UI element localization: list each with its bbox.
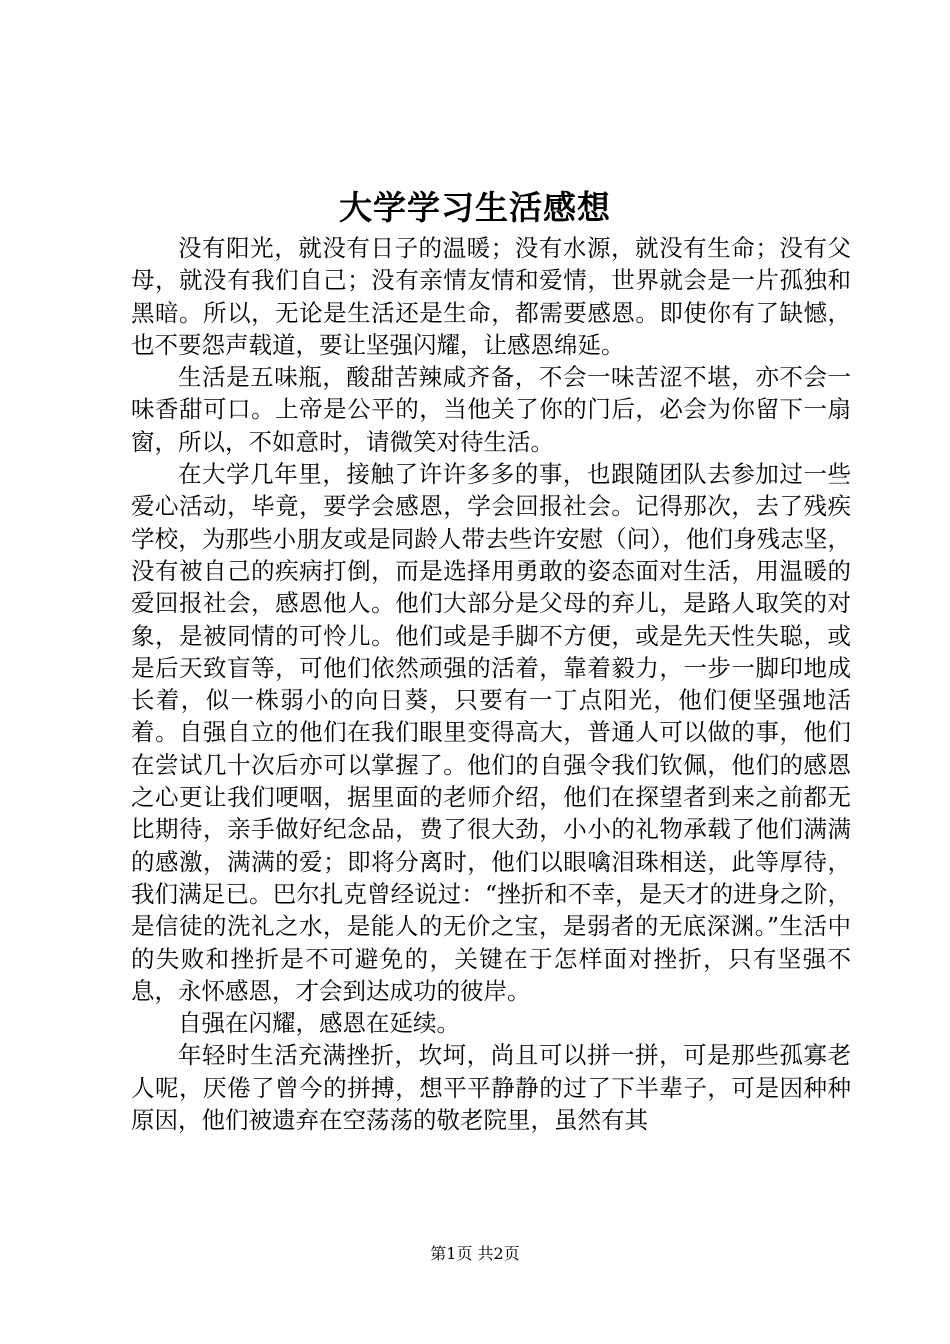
paragraph: 年轻时生活充满挫折，坎坷，尚且可以拼一拼，可是那些孤寡老人呢，厌倦了曾今的拼搏，想平平静静的过了下半辈子，可是因种种原因，他们被遗弃在空荡荡的敬老院里，虽然有其 bbox=[131, 1041, 851, 1135]
document-body bbox=[131, 232, 851, 1136]
paragraph: 生活是五味瓶，酸甜苦辣咸齐备，不会一味苦涩不堪，亦不会一味香甜可口。上帝是公平的，当他关了你的门后，必会为你留下一扇窗，所以，不如意时，请微笑对待生活。 bbox=[131, 363, 851, 456]
paragraph: 在大学几年里，接触了许许多多的事，也跟随团队去参加过一些爱心活动，毕竟，要学会感恩，学会回报社会。记得那次，去了残疾学校，为那些小朋友或是同龄人带去些许安慰（问），他们身残志坚，没有被自己的疾病打倒，而是选择用勇敢的姿态面对生活，用温暖的爱回报社会，感恩他人。他们大部分是父母的弃儿，是路人取笑的对象，是被同情的可怜儿。他们或是手脚不方便，或是先天性失聪，或是后天致盲等，可他们依然顽强的活着，靠着毅力，一步一脚印地成长着，似一株弱小的向日葵，只要有一丁点阳光，他们便坚强地活着。自强自立的他们在我们眼里变得高大，普通人可以做的事，他们在尝试几十次后亦可以掌握了。他们的自强令我们钦佩，他们的感恩之心更让我们哽咽，据里面的老师介绍，他们在探望者到来之前都无比期待，亲手做好纪念品，费了很大劲，小小的礼物承载了他们满满的感激，满满的爱；即将分离时，他们以眼噙泪珠相送，此等厚待，我们满足已。巴尔扎克曾经说过：“挫折和不幸，是天才的进身之阶，是信徒的洗礼之水，是能人的无价之宝，是弱者的无底深渊。”生活中的失败和挫折是不可避免的，关键在于怎样面对挫折，只有坚强不息，永怀感恩，才会到达成功的彼岸。 bbox=[131, 460, 851, 1005]
paragraph: 自强在闪耀，感恩在延续。 bbox=[178, 1009, 460, 1038]
paragraph: 没有阳光，就没有日子的温暖；没有水源，就没有生命；没有父母，就没有我们自己；没有亲情友情和爱情，世界就会是一片孤独和黑暗。所以，无论是生活还是生命，都需要感恩。即使你有了缺憾，也不要怨声载道，要让坚强闪耀，让感恩绵延。 bbox=[131, 234, 851, 359]
page-footer: 第1页 共2页 bbox=[430, 1244, 520, 1263]
document-title: 大学学习生活感想 bbox=[339, 188, 611, 227]
